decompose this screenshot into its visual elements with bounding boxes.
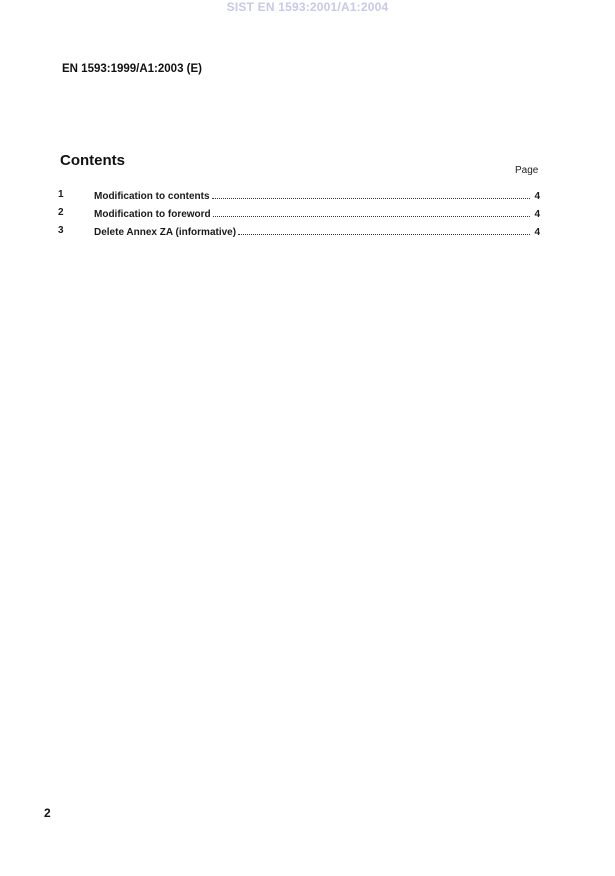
toc-item-entry — [94, 227, 540, 238]
toc-item[interactable] — [58, 207, 540, 225]
contents-heading: Contents — [60, 152, 125, 169]
page-column-label: Page — [515, 165, 539, 176]
toc-leader-dots — [212, 198, 530, 199]
toc-item-page: 4 — [534, 209, 540, 220]
document-id: EN 1593:1999/A1:2003 (E) — [62, 63, 202, 75]
toc-item-page: 4 — [534, 191, 540, 202]
toc-item-entry — [94, 191, 540, 202]
toc-item[interactable] — [58, 225, 540, 243]
toc-item-title: Modification to contents — [94, 191, 210, 202]
toc-item-number: 3 — [58, 225, 64, 236]
page-number: 2 — [44, 806, 51, 820]
toc-item[interactable] — [58, 189, 540, 207]
toc-item-title: Delete Annex ZA (informative) — [94, 227, 237, 238]
watermark-text: SIST EN 1593:2001/A1:2004 — [226, 0, 389, 14]
toc-item-number: 1 — [58, 189, 64, 200]
toc-item-page: 4 — [534, 227, 540, 238]
table-of-contents — [58, 189, 540, 243]
toc-leader-dots — [238, 234, 530, 235]
toc-item-number: 2 — [58, 207, 64, 218]
toc-item-entry — [94, 209, 540, 220]
toc-leader-dots — [213, 216, 530, 217]
toc-item-title: Modification to foreword — [94, 209, 211, 220]
